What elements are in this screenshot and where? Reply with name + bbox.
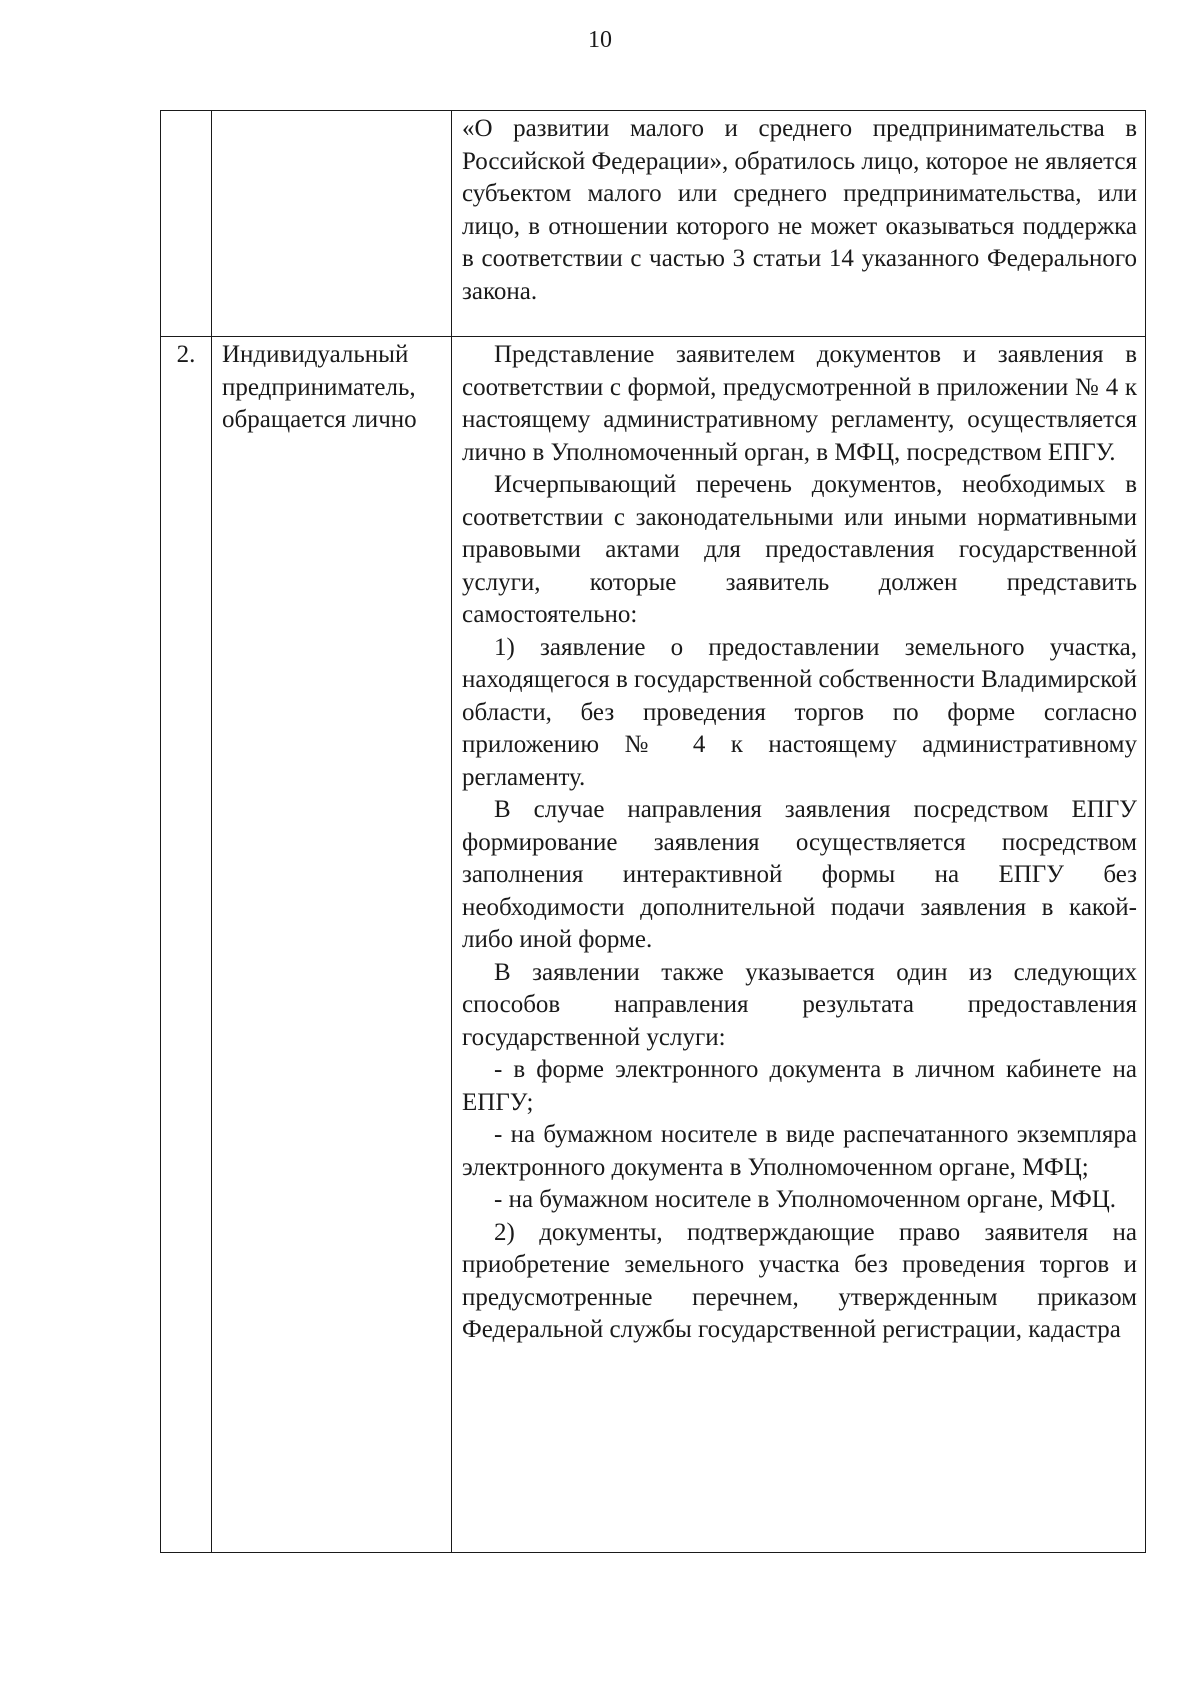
paragraph: Исчерпывающий перечень документов, необходимых в соответствии с законодательными или иными нормативными правовыми актами для предоставления государственной услуги, которые заявитель должен представить самостоятельно:	[462, 471, 1137, 628]
regulation-table	[160, 110, 1146, 1553]
description-cell	[452, 337, 1146, 1553]
applicant-cell	[212, 111, 452, 337]
row-number-cell	[161, 111, 212, 337]
paragraph: - на бумажном носителе в виде распечатанного экземпляра электронного документа в Уполномоченном органе, МФЦ;	[462, 1121, 1137, 1181]
paragraph: «О развитии малого и среднего предпринимательства в Российской Федерации», обратилось лицо, которое не является субъектом малого или среднего предпринимательства, или лицо, в отношении которого не может оказываться поддержка в соответствии с частью 3 статьи 14 указанного Федерального закона.	[462, 115, 1137, 305]
paragraph: - в форме электронного документа в личном кабинете на ЕПГУ;	[462, 1056, 1137, 1116]
paragraph: Представление заявителем документов и заявления в соответствии с формой, предусмотренной в приложении № 4 к настоящему административному регламенту, осуществляется лично в Уполномоченный орган, в МФЦ, посредством ЕПГУ.	[462, 341, 1137, 466]
paragraph: - на бумажном носителе в Уполномоченном органе, МФЦ.	[494, 1186, 1117, 1213]
paragraph: 1) заявление о предоставлении земельного участка, находящегося в государственной собственности Владимирской области, без проведения торгов по форме согласно приложению № 4 к настоящему административному регламенту.	[462, 633, 1137, 791]
paragraph: В заявлении также указывается один из следующих способов направления результата предоставления государственной услуги:	[462, 958, 1137, 1051]
paragraph: В случае направления заявления посредством ЕПГУ формирование заявления осуществляется посредством заполнения интерактивной формы на ЕПГУ без необходимости дополнительной подачи заявления в какой-либо иной форме.	[462, 796, 1137, 953]
table-row	[161, 111, 1146, 337]
page-number: 10	[588, 27, 612, 53]
paragraph: 2) документы, подтверждающие право заявителя на приобретение земельного участка без проведения торгов и предусмотренные перечнем, утвержденным приказом Федеральной службы государственной регистрации, кадастра	[462, 1218, 1137, 1343]
applicant-cell: Индивидуальный предприниматель, обращается лично	[212, 337, 452, 1553]
row-number-cell: 2.	[161, 337, 212, 1553]
description-cell	[452, 111, 1146, 337]
table-row	[161, 337, 1146, 1553]
